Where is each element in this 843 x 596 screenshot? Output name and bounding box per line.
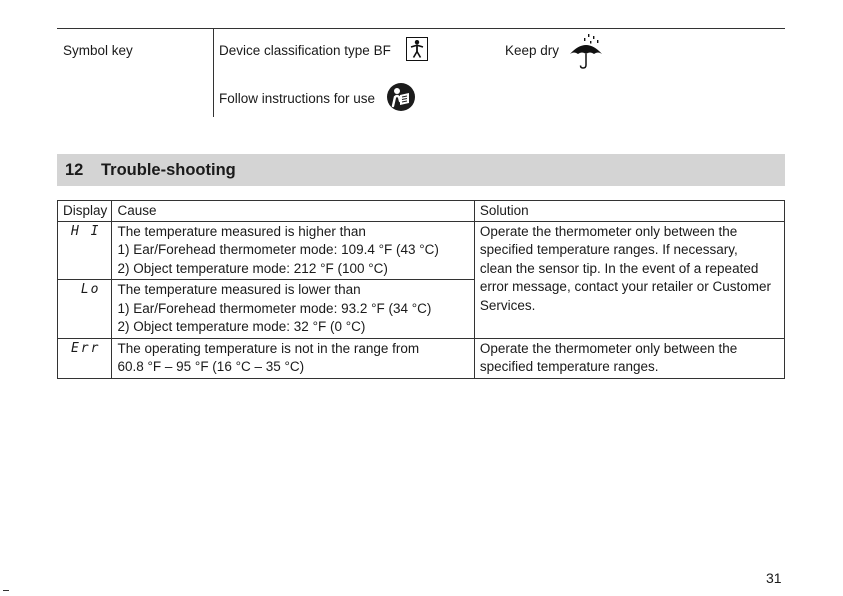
header-solution: Solution [474, 201, 784, 222]
display-cell [58, 280, 112, 339]
cause-line: 2) Object temperature mode: 212 °F (100 °C) [117, 260, 388, 276]
instructions-booklet-icon [386, 82, 416, 112]
cause-cell [112, 338, 474, 378]
top-rule [57, 28, 785, 29]
corner-tick [3, 590, 9, 591]
table-row [58, 221, 785, 280]
solution-line: clean the sensor tip. In the event of a repeated [479, 260, 759, 276]
cause-line: The temperature measured is lower than [117, 282, 361, 297]
solution-line: Operate the thermometer only between the [479, 223, 738, 239]
section-heading [57, 154, 785, 186]
cause-cell [112, 221, 474, 280]
solution-cell [474, 338, 784, 378]
symbol-instructions-label: Follow instructions for use [219, 91, 376, 106]
solution-line: Operate the thermometer only between the [479, 340, 738, 356]
type-bf-icon [406, 37, 428, 61]
cause-line: 1) Ear/Forehead thermometer mode: 109.4 °F (43 °C) [117, 242, 439, 257]
cause-line: The temperature measured is higher than [117, 223, 366, 239]
trouble-shooting-table [57, 200, 785, 379]
header-cause: Cause [112, 201, 474, 222]
symbol-key-divider [213, 29, 214, 117]
cause-line: 60.8 °F – 95 °F (16 °C – 35 °C) [117, 359, 305, 374]
solution-line: error message, contact your retailer or Customer [479, 279, 772, 294]
cause-line: 1) Ear/Forehead thermometer mode: 93.2 °F (34 °C) [117, 300, 432, 316]
solution-line: Services. [479, 297, 536, 313]
cause-line: 2) Object temperature mode: 32 °F (0 °C) [117, 319, 366, 334]
display-code-lo: Lo [80, 282, 101, 297]
page-number: 31 [766, 570, 782, 586]
symbol-bf-label: Device classification type BF [219, 43, 391, 58]
cause-cell [112, 280, 474, 339]
display-code-hi: H I [70, 223, 101, 239]
table-row [58, 338, 785, 378]
display-code-err: Err [70, 340, 101, 356]
solution-cell [474, 221, 784, 338]
solution-line: specified temperature ranges. If necessary, [479, 242, 738, 257]
umbrella-rain-icon [568, 32, 604, 70]
section-number: 12 [65, 161, 84, 179]
display-cell [58, 338, 112, 378]
display-cell [58, 221, 112, 280]
section-title: Trouble-shooting [101, 161, 236, 179]
symbol-key-label: Symbol key [63, 43, 133, 58]
symbol-keep-dry-label: Keep dry [505, 43, 560, 58]
cause-line: The operating temperature is not in the range from [117, 340, 420, 356]
table-header-row [58, 201, 785, 222]
solution-line: specified temperature ranges. [479, 359, 659, 374]
header-display: Display [58, 201, 112, 222]
